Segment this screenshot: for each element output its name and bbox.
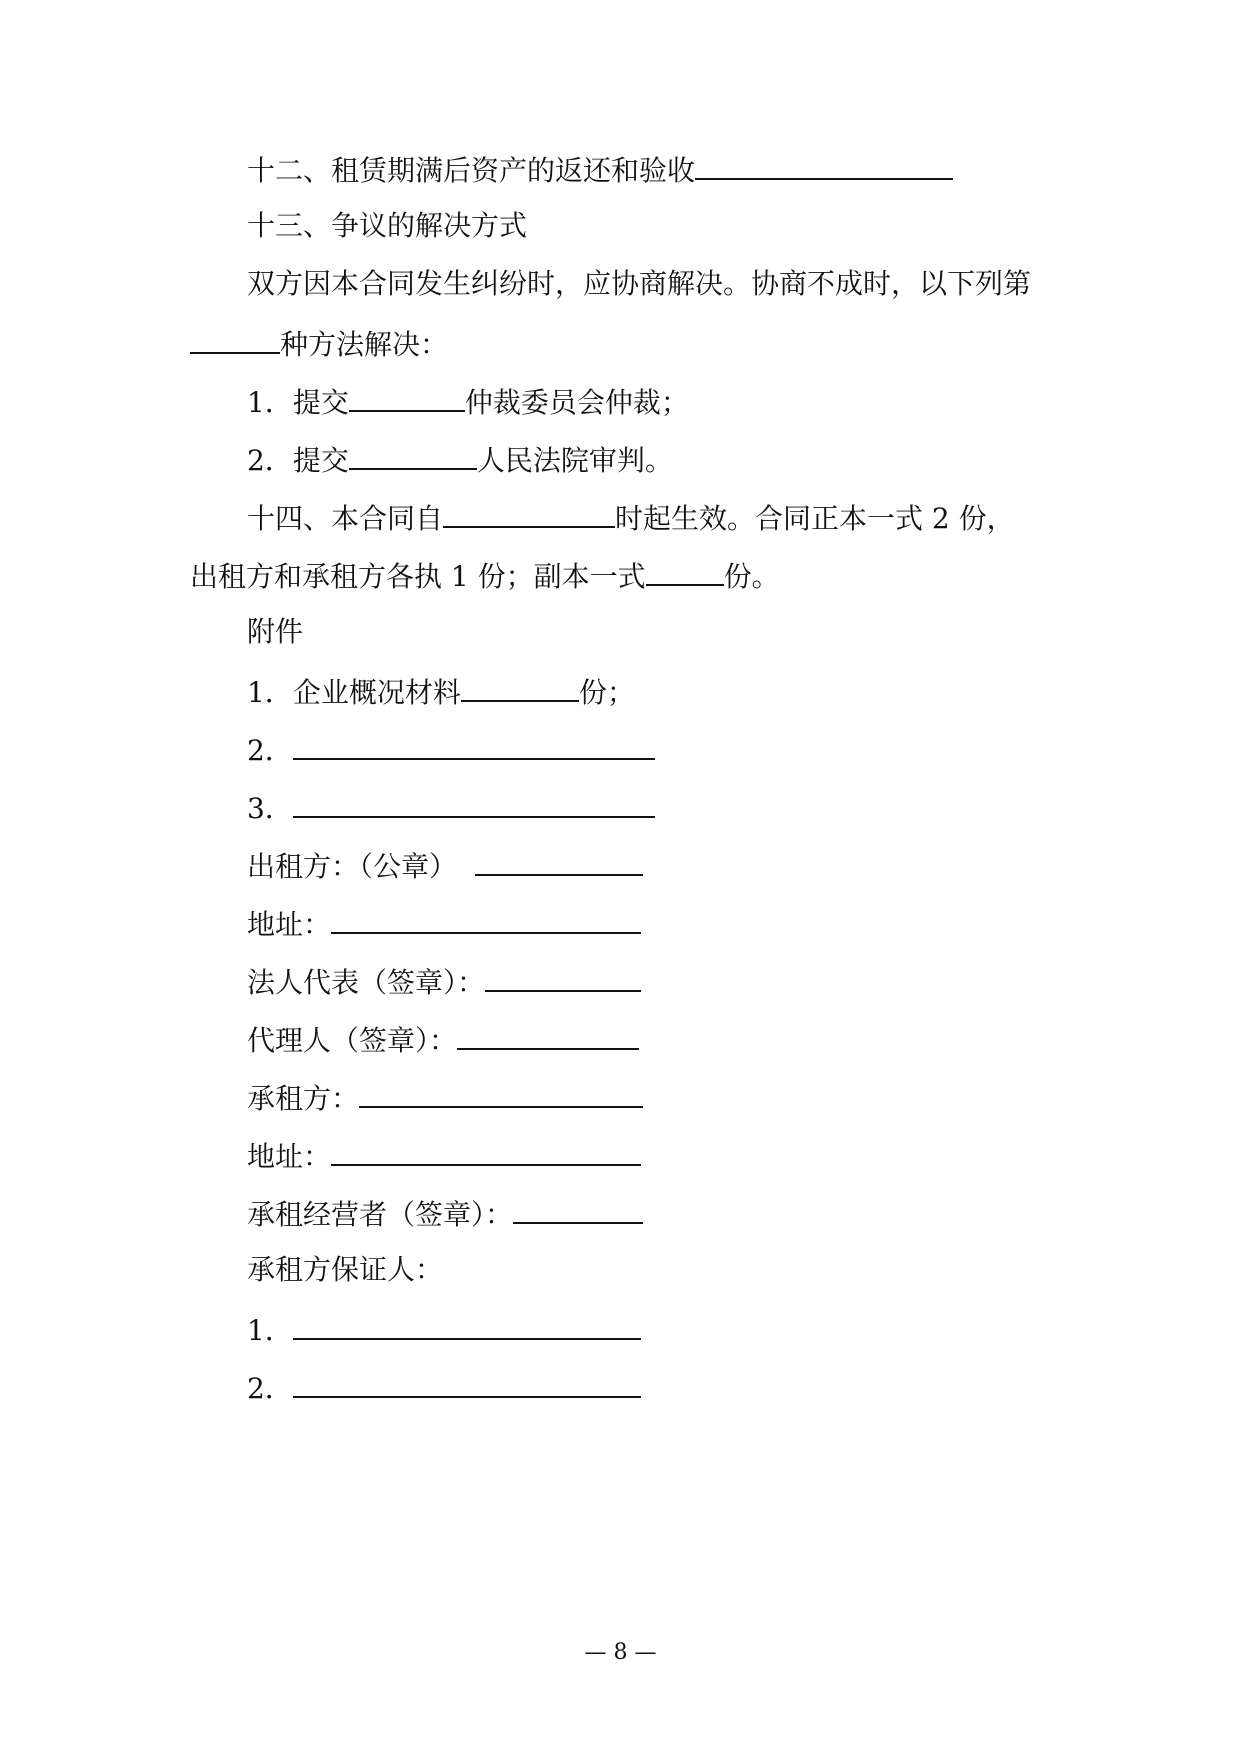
clause-14: 十四、本合同自 时起生效。合同正本一式 2 份， (247, 496, 1015, 539)
fill-blank[interactable] (293, 1366, 641, 1398)
lessor-seal: 出租方：（公章） (247, 844, 643, 887)
fill-blank[interactable] (457, 1018, 639, 1050)
fill-blank[interactable] (475, 844, 643, 876)
fill-blank[interactable] (646, 554, 724, 586)
option-arbitration: 1．提交 仲裁委员会仲裁； (247, 380, 689, 423)
option-court: 2．提交 人民法院审判。 (247, 438, 673, 481)
fill-blank[interactable] (331, 1134, 641, 1166)
guarantor-1: 1． (247, 1308, 641, 1351)
clause-12: 十二、租赁期满后资产的返还和验收 (247, 148, 953, 191)
fill-blank[interactable] (349, 380, 465, 412)
lessor-address: 地址： (247, 902, 641, 945)
agent-signature: 代理人（签章）： (247, 1018, 639, 1061)
fill-blank[interactable] (190, 322, 280, 354)
lessee: 承租方： (247, 1076, 643, 1119)
fill-blank[interactable] (513, 1192, 643, 1224)
page-number: — 8 — (584, 1640, 657, 1665)
fill-blank[interactable] (461, 670, 579, 702)
attachment-1: 1．企业概况材料 份； (247, 670, 635, 713)
fill-blank[interactable] (293, 1308, 641, 1340)
attachment-2: 2． (247, 728, 655, 771)
guarantor-2: 2． (247, 1366, 641, 1409)
fill-blank[interactable] (293, 728, 655, 760)
lessee-operator-signature: 承租经营者（签章）： (247, 1192, 643, 1235)
fill-blank[interactable] (331, 902, 641, 934)
fill-blank[interactable] (293, 786, 655, 818)
clause-13-heading: 十三、争议的解决方式 (247, 209, 528, 242)
clause-14-cont: 出租方和承租方各执 1 份；副本一式 份。 (190, 554, 780, 597)
fill-blank[interactable] (359, 1076, 643, 1108)
guarantor-heading: 承租方保证人： (247, 1253, 444, 1286)
dispute-paragraph-cont: 种方法解决： (190, 322, 448, 365)
fill-blank[interactable] (443, 496, 615, 528)
fill-blank[interactable] (349, 438, 477, 470)
attachments-heading: 附件 (247, 615, 304, 648)
attachment-3: 3． (247, 786, 655, 829)
lessee-address: 地址： (247, 1134, 641, 1177)
fill-blank[interactable] (485, 960, 641, 992)
dispute-paragraph: 双方因本合同发生纠纷时，应协商解决。协商不成时，以下列第 (247, 267, 1032, 300)
fill-blank[interactable] (695, 148, 953, 180)
legal-representative: 法人代表（签章）： (247, 960, 641, 1003)
